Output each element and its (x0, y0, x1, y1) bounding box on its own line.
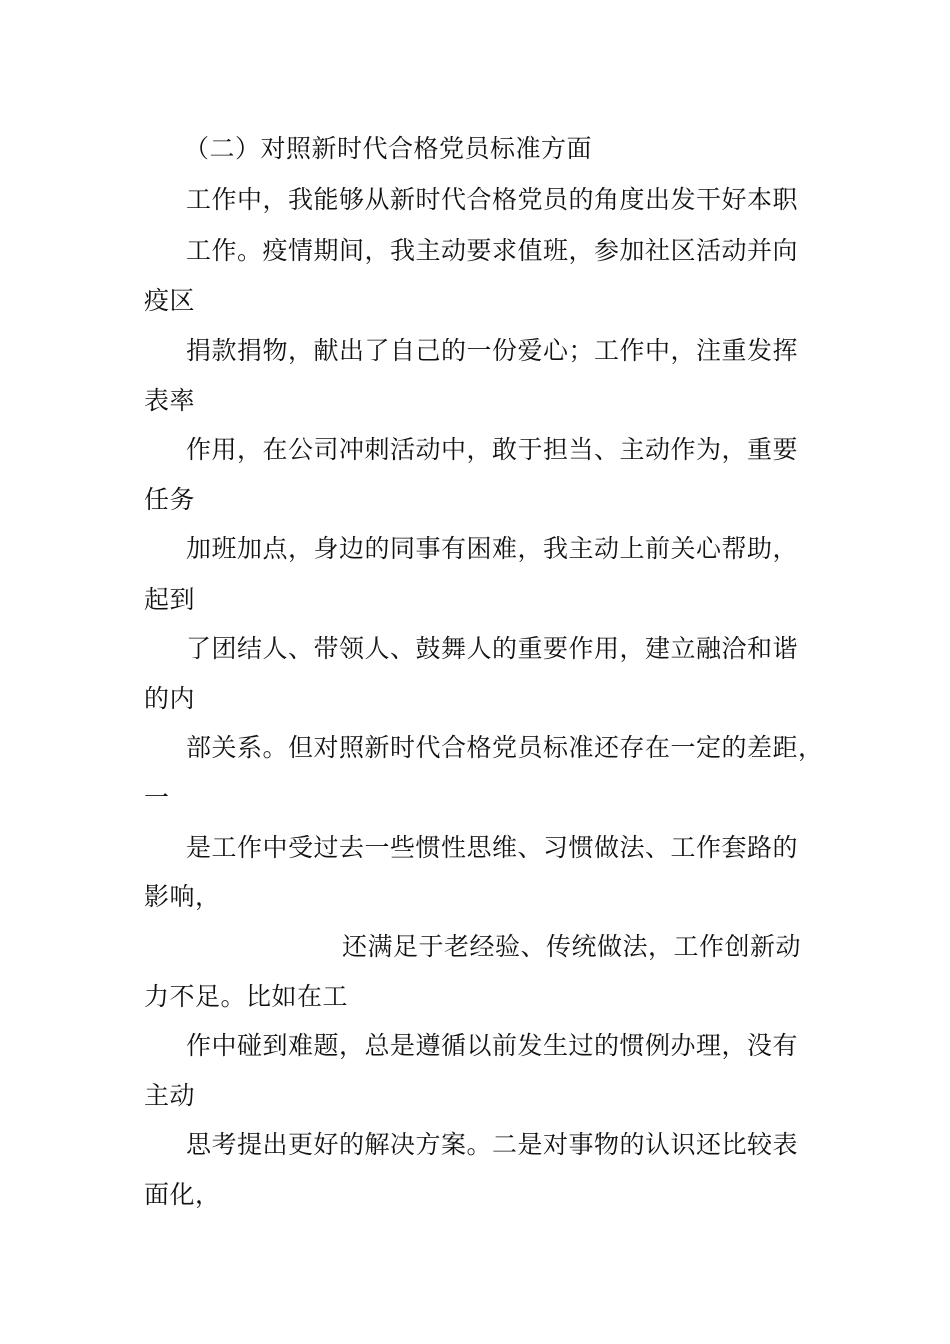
paragraph-line: 是工作中受过去一些惯性思维、习惯做法、工作套路的 (186, 833, 799, 862)
paragraph-line: 加班加点，身边的同事有困难，我主动上前关心帮助， (186, 534, 799, 563)
section-heading: （二）对照新时代合格党员标准方面 (184, 134, 593, 163)
paragraph-line: 作中碰到难题，总是遵循以前发生过的惯例办理，没有 (186, 1031, 799, 1060)
paragraph-line: 了团结人、带领人、鼓舞人的重要作用，建立融洽和谐 (186, 634, 799, 663)
paragraph-line: 思考提出更好的解决方案。二是对事物的认识还比较表 (186, 1130, 799, 1159)
paragraph-line: 影响， (144, 882, 221, 911)
paragraph-line: 工作。疫情期间，我主动要求值班，参加社区活动并向 (186, 236, 799, 265)
paragraph-line: 任务 (144, 485, 196, 514)
paragraph-line: 的内 (144, 684, 196, 713)
paragraph-line: 表率 (144, 386, 196, 415)
paragraph-line: 起到 (144, 585, 196, 614)
paragraph-line: 一 (144, 783, 170, 812)
paragraph-line: 捐款捐物，献出了自己的一份爱心；工作中，注重发挥 (186, 336, 799, 365)
paragraph-line: 作用，在公司冲刺活动中，敢于担当、主动作为，重要 (186, 435, 799, 464)
paragraph-line: 部关系。但对照新时代合格党员标准还存在一定的差距， (186, 733, 824, 762)
paragraph-line: 工作中，我能够从新时代合格党员的角度出发干好本职 (186, 185, 799, 214)
paragraph-line: 主动 (144, 1081, 196, 1110)
paragraph-line: 疫区 (144, 286, 196, 315)
paragraph-line: 力不足。比如在工 (144, 982, 349, 1011)
paragraph-line: 还满足于老经验、传统做法，工作创新动 (342, 932, 802, 961)
paragraph-line: 面化， (144, 1180, 221, 1209)
